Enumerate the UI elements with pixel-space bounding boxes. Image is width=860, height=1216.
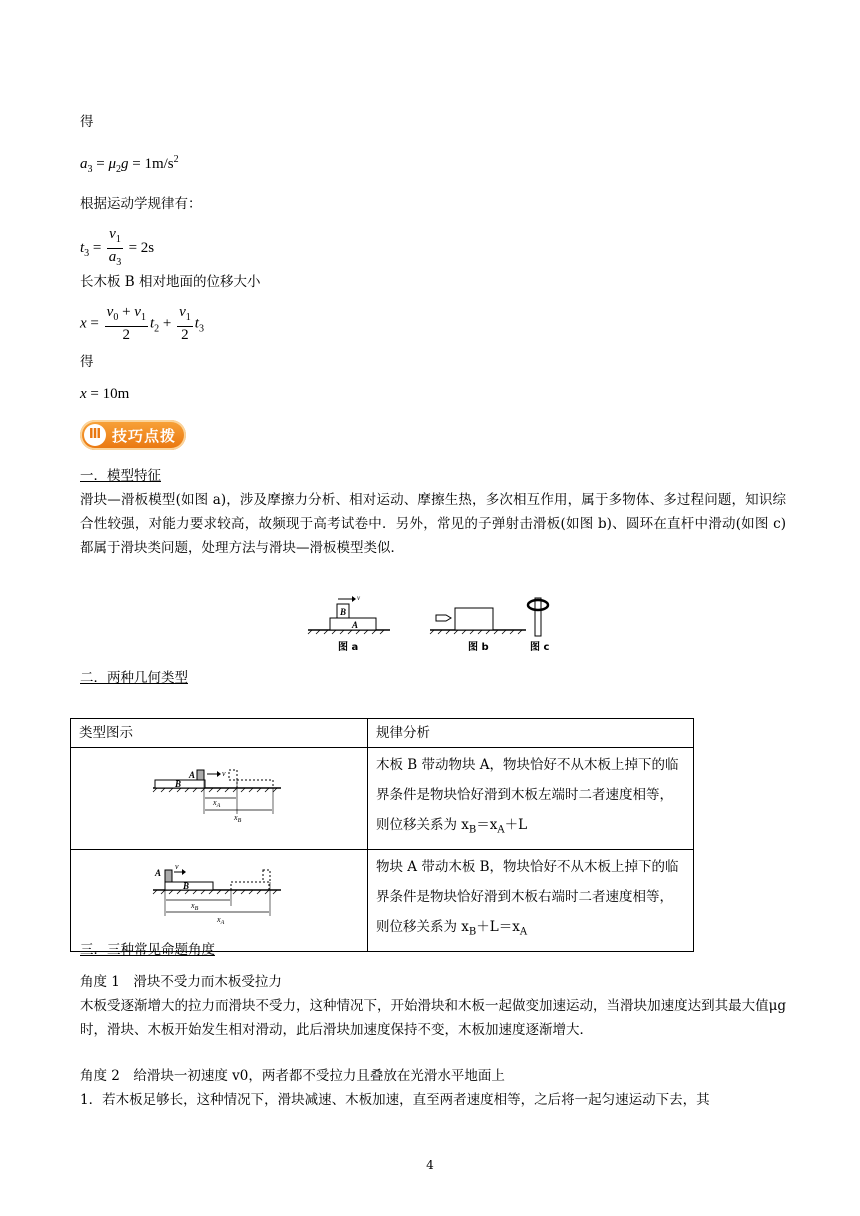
text-rule-intro: 根据运动学规律有： xyxy=(80,196,202,212)
angle-2-item-1: 1．若木板足够长，这种情况下，滑块减速、木板加速，直至两者速度相等，之后将一起匀速运动下去，其 xyxy=(80,1092,710,1108)
angle-1-title: 角度 1 滑块不受力而木板受拉力 xyxy=(80,974,282,990)
row1-fig-B: B xyxy=(175,779,182,789)
section-1-title: 一．模型特征 xyxy=(80,468,161,484)
fig-a-label-a: A xyxy=(352,620,359,630)
table-figure-cell xyxy=(71,748,368,850)
row2-fig-xB-sub: B xyxy=(194,906,199,912)
table-row xyxy=(71,850,694,952)
table-text-cell xyxy=(368,850,694,952)
row2-fig-A: A xyxy=(155,868,162,878)
section-2-title: 二．两种几何类型 xyxy=(80,670,188,686)
fig-b-caption: 图 b xyxy=(468,642,489,653)
figure-row-2 xyxy=(71,850,367,940)
row1-sub-2: A xyxy=(497,824,505,836)
row1-text-pre: 木板 B 带动物块 A，物块恰好不从木板上掉下的临界条件是物块恰好滑到木板左端时二者速度相等，则位移关系为 x xyxy=(376,757,679,833)
row2-fig-xA-sub: A xyxy=(220,920,225,926)
formula-t3: $t_3$ = $\frac{v_1}{a_3}$ = 2s xyxy=(80,226,155,268)
figure-b xyxy=(430,608,526,653)
formula-a3: $a_3 = \mu_2g = 1m/s^2$ xyxy=(80,154,179,175)
row1-text-post: ＋L xyxy=(504,817,528,833)
formula-x: x = $\frac{v_0 + v_1}{2}$ $t_2$ + $\frac{v_1}{2}$ $t_3$ xyxy=(80,304,204,343)
page-number: 4 xyxy=(426,1158,434,1172)
section-3-title: 三．三种常见命题角度 xyxy=(80,942,215,958)
row1-fig-xA: x xyxy=(213,798,217,807)
table-header-cell: 类型图示 xyxy=(71,719,368,748)
angle-2-title: 角度 2 给滑块一初速度 v0，两者都不受拉力且叠放在光滑水平地面上 xyxy=(80,1068,505,1084)
fig-a-label-v: v xyxy=(357,594,361,602)
svg-text:xB xyxy=(190,901,199,912)
svg-text:xA xyxy=(216,915,225,926)
row2-text-pre: 物块 A 带动木板 B，物块恰好不从木板上掉下的临界条件是物块恰好滑到木板右端时二者速度相等，则位移关系为 x xyxy=(376,859,679,935)
figures-abc xyxy=(300,590,560,660)
table-header-cell: 规律分析 xyxy=(368,719,694,748)
svg-text:xB xyxy=(233,813,242,824)
fig-a-label-b: B xyxy=(340,607,347,617)
row1-fig-xA-sub: A xyxy=(216,803,221,809)
row2-sub-1: B xyxy=(468,926,477,938)
fig-c-caption: 图 c xyxy=(530,642,550,653)
figure-c xyxy=(528,598,549,653)
table-row xyxy=(71,748,694,850)
fig-a-caption: 图 a xyxy=(338,642,359,653)
section-1-body: 滑块—滑板模型(如图 a)，涉及摩擦力分析、相对运动、摩擦生热，多次相互作用，属于多物体、多过程问题，知识综合性较强，对能力要求较高，故频现于高考试卷中．另外，常见的子弹射击滑板(如图 b)、圆环在直杆中滑动(如图 c)都属于滑块类问题，处理方法与滑块—滑板模型类似． xyxy=(80,492,786,556)
figure-row-1 xyxy=(71,748,367,838)
row2-fig-xA: x xyxy=(217,915,221,924)
bookmark-icon: Ⅲ xyxy=(84,424,106,446)
row2-text-mid: ＋L＝x xyxy=(476,919,520,935)
table-header-row xyxy=(71,719,694,748)
row2-sub-2: A xyxy=(519,926,528,938)
row2-fig-xB: x xyxy=(191,901,195,910)
figure-a xyxy=(308,594,390,653)
text-disp-intro: 长木板 B 相对地面的位移大小 xyxy=(80,274,261,290)
row1-fig-xB: x xyxy=(234,813,238,822)
svg-text:xA xyxy=(212,798,221,809)
row1-fig-v: v xyxy=(222,769,226,778)
row1-sub-1: B xyxy=(468,824,477,836)
row2-fig-B: B xyxy=(183,881,190,891)
text-de-2: 得 xyxy=(80,354,94,370)
table-text-cell xyxy=(368,748,694,850)
formula-x-result: x = 10m xyxy=(80,386,130,402)
table-figure-cell xyxy=(71,850,368,952)
tip-badge xyxy=(80,420,186,450)
row1-fig-A: A xyxy=(189,770,196,780)
geometry-types-table xyxy=(70,718,694,952)
row2-fig-v: v xyxy=(175,862,179,871)
text-de-1: 得 xyxy=(80,114,94,130)
row1-text-mid: ＝x xyxy=(476,817,498,833)
angle-1-body: 木板受逐渐增大的拉力而滑块不受力，这种情况下，开始滑块和木板一起做变加速运动，当滑块加速度达到其最大值μg 时，滑块、木板开始发生相对滑动，此后滑块加速度保持不变，木板加速度逐渐增大． xyxy=(80,998,786,1038)
tip-badge-label: 技巧点拨 xyxy=(112,427,177,445)
row1-fig-xB-sub: B xyxy=(237,818,242,824)
